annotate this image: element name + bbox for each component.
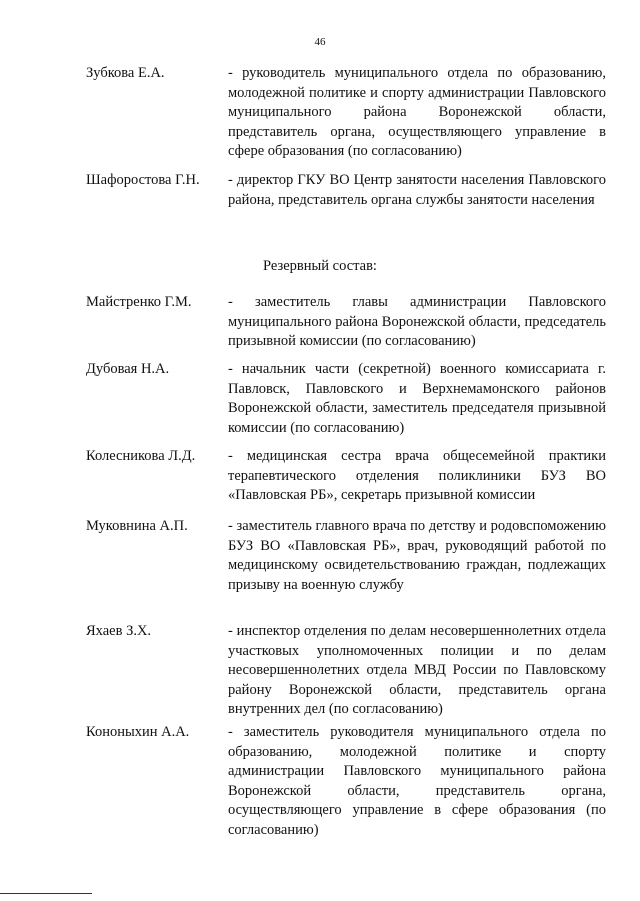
reserve-heading: Резервный состав: xyxy=(263,258,377,274)
member-name: Шафоростова Г.Н. xyxy=(86,172,200,188)
member-role: - инспектор отделения по делам несовершеннолетних отдела участковых уполномоченных полиции и по делам несовершеннолетних отдела МВД России по Павловскому району Воронежской области, представитель органа внутренних дел (по согласованию) xyxy=(228,623,606,717)
member-role: - заместитель руководителя муниципального отдела по образованию, молодежной политике и спорту администрации Павловского муниципального района Воронежской области, представитель органа, осуществляющего управление в сфере образования (по согласованию) xyxy=(228,724,606,838)
member-name: Майстренко Г.М. xyxy=(86,294,192,310)
member-role: - заместитель главного врача по детству и родовспоможению БУЗ ВО «Павловская РБ», врач, руководящий работой по медицинскому освидетельствованию граждан, подлежащих призыву на военную службу xyxy=(228,518,606,593)
member-name: Муковнина А.П. xyxy=(86,518,188,534)
member-name: Кононыхин А.А. xyxy=(86,724,190,740)
footnote-divider xyxy=(0,893,92,894)
member-role: - начальник части (секретной) военного комиссариата г. Павловск, Павловского и Верхнемамонского районов Воронежской области, заместитель председателя призывной комиссии (по согласованию) xyxy=(228,361,606,436)
member-role: - руководитель муниципального отдела по образованию, молодежной политике и спорту администрации Павловского муниципального района Воронежской области, представитель органа, осуществляющего управление в сфере образования (по согласованию) xyxy=(228,65,606,159)
member-name: Дубовая Н.А. xyxy=(86,361,170,377)
member-name: Колесникова Л.Д. xyxy=(86,448,196,464)
member-name: Зубкова Е.А. xyxy=(86,65,165,81)
member-role: - директор ГКУ ВО Центр занятости населения Павловского района, представитель органа службы занятости населения xyxy=(228,172,606,208)
member-role: - медицинская сестра врача общесемейной практики терапевтического отделения поликлиники БУЗ ВО «Павловская РБ», секретарь призывной комиссии xyxy=(228,448,606,503)
page-number: 46 xyxy=(314,36,326,48)
member-name: Яхаев З.Х. xyxy=(86,623,152,639)
member-role: - заместитель главы администрации Павловского муниципального района Воронежской области, председатель призывной комиссии (по согласованию) xyxy=(228,294,606,349)
